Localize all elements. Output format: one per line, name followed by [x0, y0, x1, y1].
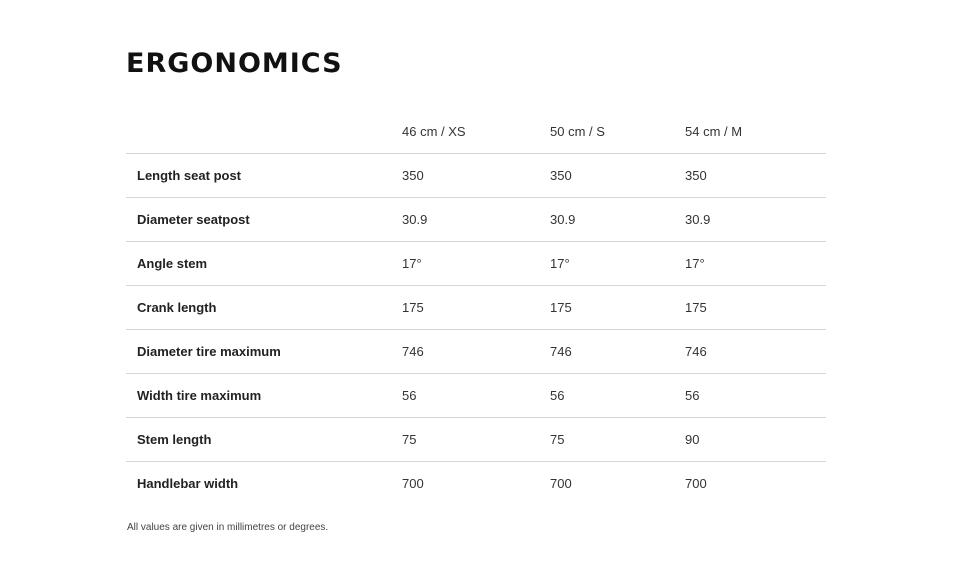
value-s: 350: [550, 167, 572, 183]
value-m: 90: [685, 431, 700, 447]
value-m: 350: [685, 167, 707, 183]
header-row: [126, 110, 826, 153]
header-label-column: [126, 110, 402, 153]
row-label: Diameter seatpost: [137, 211, 250, 227]
table-row: [126, 285, 826, 329]
value-xs: 746: [402, 343, 424, 359]
value-xs: 56: [402, 387, 417, 403]
row-label: Handlebar width: [137, 475, 239, 491]
table-row: [126, 329, 826, 373]
value-m: 746: [685, 343, 707, 359]
value-m: 17°: [685, 255, 705, 271]
table-row: [126, 461, 826, 505]
header-size-xs: 46 cm / XS: [402, 123, 466, 139]
value-m: 700: [685, 475, 707, 491]
ergonomics-table: [126, 110, 826, 505]
value-s: 746: [550, 343, 572, 359]
row-label: Diameter tire maximum: [137, 343, 281, 359]
value-m: 56: [685, 387, 700, 403]
value-s: 56: [550, 387, 565, 403]
value-s: 700: [550, 475, 572, 491]
value-xs: 30.9: [402, 211, 428, 227]
value-xs: 700: [402, 475, 424, 491]
value-s: 17°: [550, 255, 570, 271]
value-xs: 75: [402, 431, 417, 447]
table-row: [126, 153, 826, 197]
value-xs: 175: [402, 299, 424, 315]
value-m: 175: [685, 299, 707, 315]
table-header: [126, 110, 826, 153]
value-xs: 17°: [402, 255, 422, 271]
table-row: [126, 373, 826, 417]
row-label: Angle stem: [137, 255, 208, 271]
table-body: [126, 153, 826, 505]
table-row: [126, 241, 826, 285]
footnote: All values are given in millimetres or degrees.: [127, 522, 329, 533]
header-size-s: 50 cm / S: [550, 123, 605, 139]
value-s: 75: [550, 431, 565, 447]
value-s: 175: [550, 299, 572, 315]
row-label: Width tire maximum: [137, 387, 262, 403]
table-row: [126, 417, 826, 461]
table-row: [126, 197, 826, 241]
row-label: Length seat post: [137, 167, 242, 183]
value-xs: 350: [402, 167, 424, 183]
section-title: ERGONOMICS: [126, 48, 343, 79]
value-m: 30.9: [685, 211, 711, 227]
value-s: 30.9: [550, 211, 576, 227]
row-label: Stem length: [137, 431, 212, 447]
row-label: Crank length: [137, 299, 217, 315]
header-size-m: 54 cm / M: [685, 123, 743, 139]
